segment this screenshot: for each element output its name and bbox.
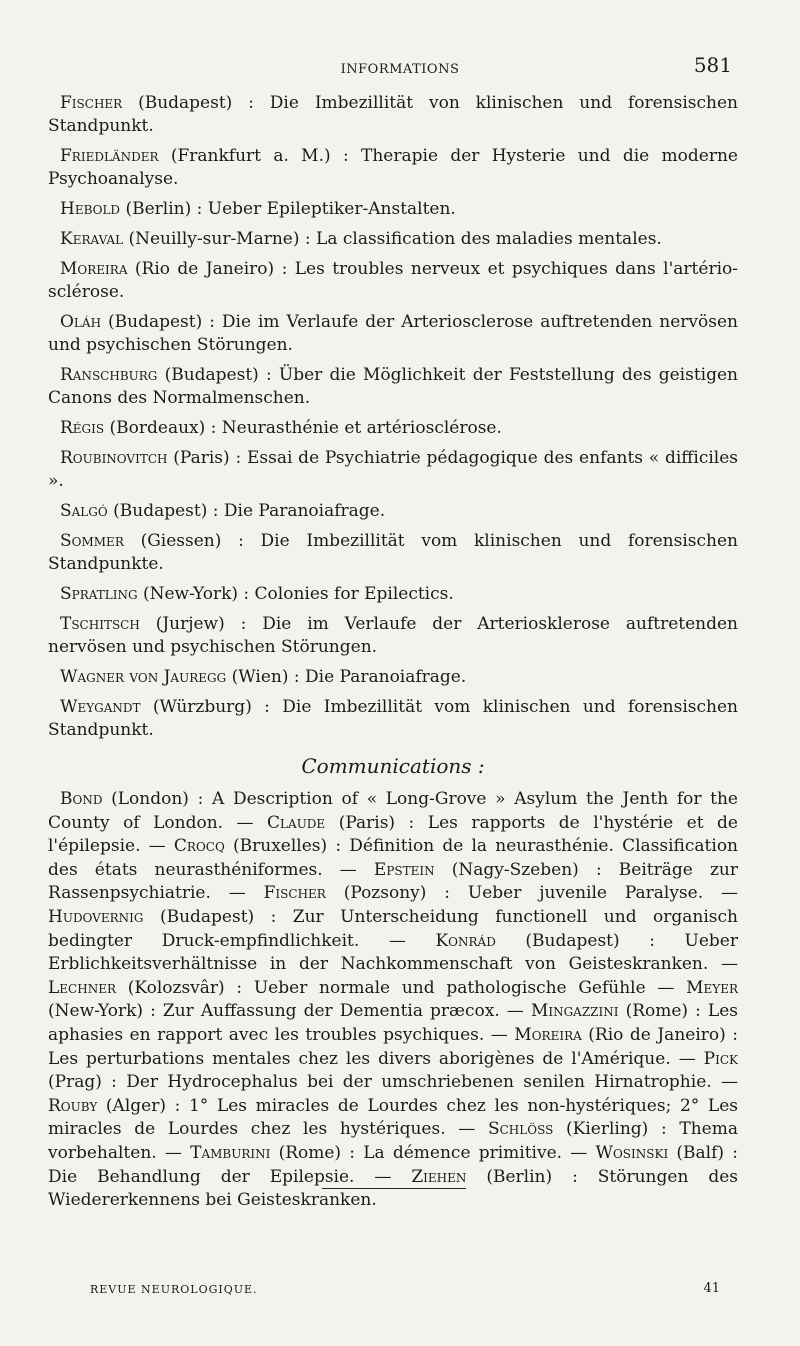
separator-rule bbox=[322, 1188, 466, 1189]
lecture-title: (Frankfurt a. M.) : Therapie der Hysterie und die moderne Psychoanalyse. bbox=[48, 146, 738, 189]
communication-title: (Budapest) : Zur Unterscheidung functionell und organisch bedingter Druck-empfindlichkeit. — bbox=[48, 906, 738, 951]
author-name: Tschitsch bbox=[60, 614, 140, 634]
communication-author: Bond bbox=[60, 789, 103, 809]
journal-name: REVUE NEUROLOGIQUE. bbox=[90, 1283, 258, 1296]
lecture-entry bbox=[48, 500, 738, 523]
lecture-title: (Jurjew) : Die im Verlaufe der Arteriosklerose auftretenden nervösen und psychischen Störungen. bbox=[48, 614, 738, 657]
communication-author: Konrád bbox=[435, 930, 496, 951]
author-name: Fischer bbox=[60, 93, 123, 113]
lecture-entry bbox=[48, 311, 738, 357]
communication-author: Crocq bbox=[173, 836, 225, 857]
author-name: Wagner von Jauregg bbox=[60, 667, 227, 687]
communication-author: Ziehen bbox=[411, 1166, 467, 1187]
lecture-entry bbox=[48, 613, 738, 659]
communication-author: Tamburini bbox=[190, 1142, 271, 1163]
lecture-list bbox=[48, 92, 738, 742]
lecture-entry bbox=[48, 198, 738, 221]
lecture-entry bbox=[48, 417, 738, 440]
lecture-title: (New-York) : Colonies for Epilectics. bbox=[137, 584, 454, 604]
section-heading: Communications : bbox=[301, 754, 485, 778]
lecture-entry bbox=[48, 583, 738, 606]
communication-author: Lechner bbox=[48, 977, 116, 998]
signature-mark: 41 bbox=[703, 1281, 720, 1296]
communication-author: Claude bbox=[267, 812, 326, 833]
communication-title: (Rio de Janeiro) : Les perturbations mentales chez les divers aborigènes de l'Amérique. — bbox=[48, 1024, 738, 1069]
lecture-title: (Rio de Janeiro) : Les troubles nerveux et psychiques dans l'artério-sclérose. bbox=[48, 259, 738, 302]
lecture-entry bbox=[48, 696, 738, 742]
communication-author: Wosinski bbox=[595, 1142, 669, 1163]
communications-paragraph bbox=[48, 788, 738, 1213]
author-name: Friedländer bbox=[60, 146, 159, 166]
running-head bbox=[0, 52, 800, 82]
communication-title: (Nagy-Szeben) : Beiträge zur Rassenpsychiatrie. — bbox=[48, 859, 738, 904]
communication-title: (New-York) : Zur Auffassung der Dementia præcox. — bbox=[48, 1001, 531, 1022]
communication-title: (Prag) : Der Hydrocephalus bei der umschriebenen senilen Hirnatrophie. — bbox=[48, 1072, 738, 1093]
page-number: 581 bbox=[693, 53, 732, 77]
communication-author: Meyer bbox=[686, 977, 738, 998]
page-footer bbox=[90, 1283, 720, 1303]
communication-title: (London) : A Description of « Long-Grove » Asylum the Jenth for the County of London. — bbox=[48, 789, 738, 833]
author-name: Roubinovitch bbox=[60, 448, 168, 468]
lecture-title: (Berlin) : Ueber Epileptiker-Anstalten. bbox=[120, 199, 456, 219]
author-name: Régis bbox=[60, 418, 105, 438]
communication-title: (Alger) : 1° Les miracles de Lourdes chez les non-hystériques; 2° Les miracles de Lourdes chez les hystériques. — bbox=[48, 1095, 738, 1140]
lecture-title: (Budapest) : Über die Möglichkeit der Feststellung des geistigen Canons des Normalmenschen. bbox=[48, 365, 738, 408]
lecture-entry bbox=[48, 258, 738, 304]
author-name: Keraval bbox=[60, 229, 124, 249]
communication-author: Rouby bbox=[48, 1095, 98, 1116]
lecture-entry bbox=[48, 145, 738, 191]
communication-title: (Rome) : Les aphasies en rapport avec les troubles psychiques. — bbox=[48, 1001, 738, 1045]
communication-author: Fischer bbox=[263, 883, 326, 904]
lecture-entry bbox=[48, 364, 738, 410]
communication-author: Pick bbox=[703, 1048, 738, 1069]
communication-author: Schlöss bbox=[487, 1119, 554, 1140]
lecture-entry bbox=[48, 92, 738, 138]
lecture-entry bbox=[48, 666, 738, 689]
lecture-title: (Neuilly-sur-Marne) : La classification des maladies mentales. bbox=[123, 229, 662, 249]
communication-author: Hudovernig bbox=[48, 906, 144, 927]
communication-title: (Kierling) : Thema vorbehalten. — bbox=[48, 1119, 738, 1163]
lecture-title: (Würzburg) : Die Imbezillität vom klinischen und forensischen Standpunkt. bbox=[48, 697, 738, 740]
author-name: Ranschburg bbox=[60, 365, 158, 385]
author-name: Salgó bbox=[60, 501, 108, 521]
lecture-title: (Bordeaux) : Neurasthénie et artériosclérose. bbox=[104, 418, 502, 438]
running-title: INFORMATIONS bbox=[340, 62, 460, 77]
lecture-title: (Paris) : Essai de Psychiatrie pédagogique des enfants « difficiles ». bbox=[48, 448, 738, 491]
lecture-title: (Wien) : Die Paranoiafrage. bbox=[226, 667, 467, 687]
communication-title: (Budapest) : Ueber Erblichkeitsverhältnisse in der Nachkommenschaft von Geisteskranken. — bbox=[48, 930, 738, 975]
author-name: Weygandt bbox=[60, 697, 141, 717]
communication-title: (Kolozsvâr) : Ueber normale und pathologische Gefühle — bbox=[116, 977, 687, 998]
communication-title: (Bruxelles) : Définition de la neurasthénie. Classification des états neurasthéniformes. — bbox=[48, 836, 739, 880]
communication-title: (Berlin) : Störungen des Wiedererkennens bei Geisteskranken. bbox=[48, 1166, 739, 1211]
lecture-title: (Budapest) : Die im Verlaufe der Arteriosclerose auftretenden nervösen und psychischen Störungen. bbox=[48, 312, 738, 355]
lecture-title: (Giessen) : Die Imbezillität vom klinischen und forensischen Standpunkte. bbox=[48, 531, 738, 574]
lecture-title: (Budapest) : Die Imbezillität von klinischen und forensischen Standpunkt. bbox=[48, 93, 738, 136]
lecture-entry bbox=[48, 447, 738, 493]
communication-title: (Rome) : La démence primitive. — bbox=[270, 1142, 596, 1163]
communication-title: (Pozsony) : Ueber juvenile Paralyse. — bbox=[325, 883, 738, 904]
communication-author: Moreira bbox=[514, 1024, 582, 1045]
lecture-entry bbox=[48, 228, 738, 251]
author-name: Oláh bbox=[60, 312, 102, 332]
communication-title: (Paris) : Les rapports de l'hystérie et de l'épilepsie. — bbox=[48, 812, 738, 857]
lecture-entry bbox=[48, 530, 738, 576]
author-name: Spratling bbox=[60, 584, 138, 604]
lecture-title: (Budapest) : Die Paranoiafrage. bbox=[107, 501, 386, 521]
author-name: Sommer bbox=[60, 531, 124, 551]
author-name: Moreira bbox=[60, 259, 128, 279]
communication-author: Epstein bbox=[373, 859, 435, 880]
communication-author: Mingazzini bbox=[530, 1001, 619, 1022]
body-text bbox=[48, 92, 738, 1213]
communication-title: (Balf) : Die Behandlung der Epilepsie. — bbox=[48, 1142, 738, 1187]
author-name: Hebold bbox=[60, 199, 121, 219]
